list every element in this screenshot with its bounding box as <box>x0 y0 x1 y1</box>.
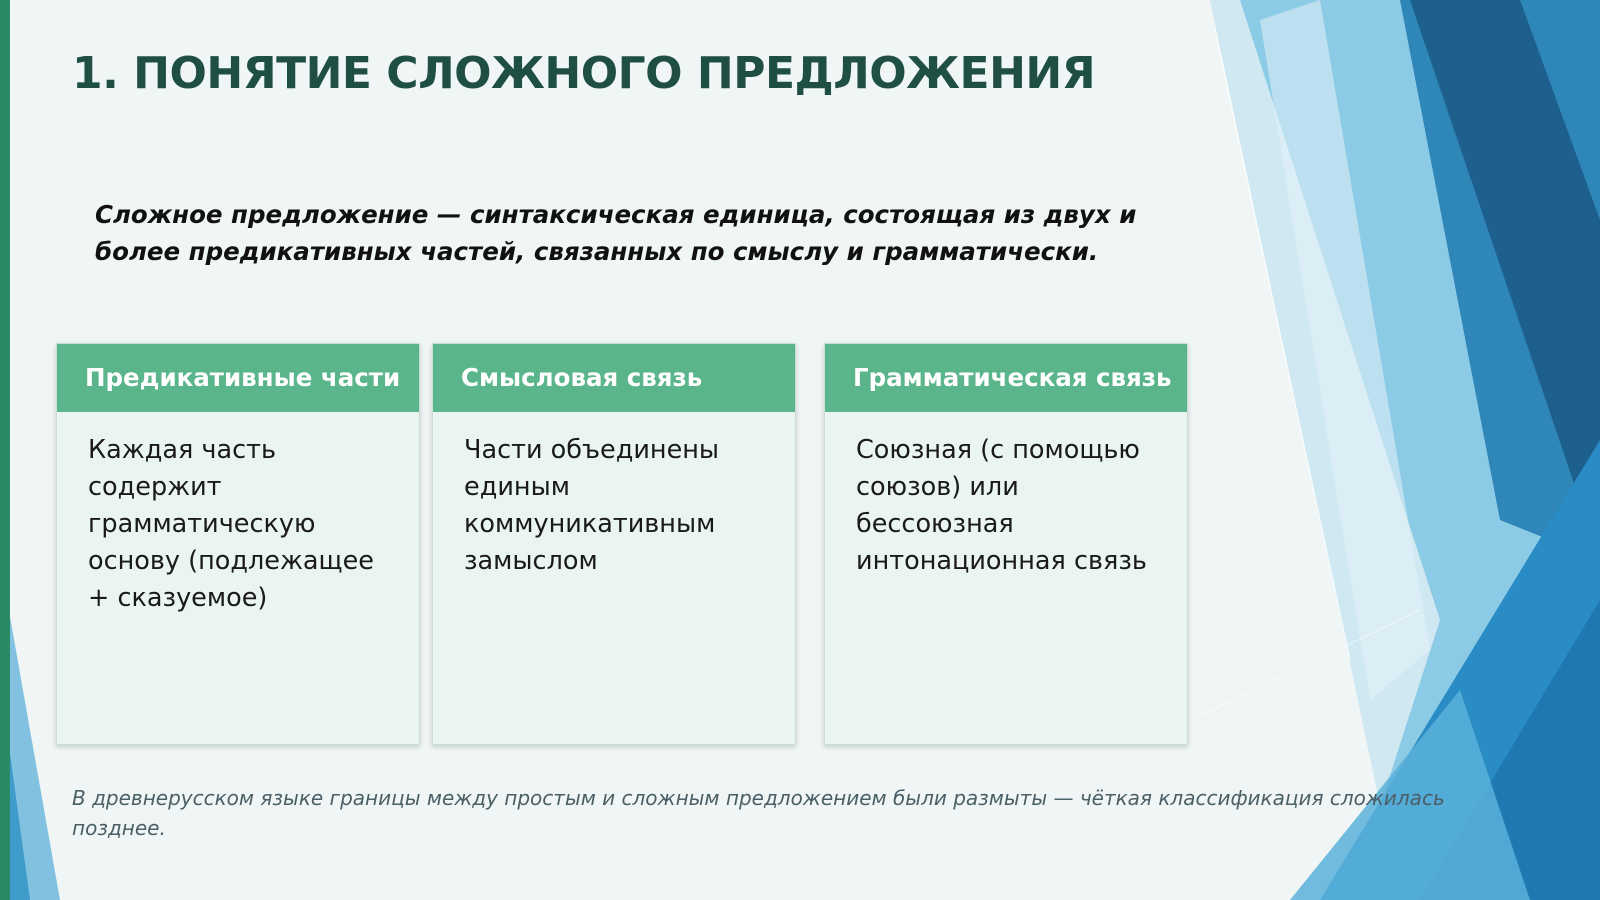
footnote-text: В древнерусском языке границы между простым и сложным предложением были размыты — чёткая классификация сложилась позднее. <box>72 786 1445 840</box>
card-heading: Грамматическая связь <box>825 344 1187 412</box>
card-heading: Предикативные части <box>57 344 419 412</box>
card-text: Союзная (с помощью союзов) или бессоюзная интонационная связь <box>856 435 1147 576</box>
slide-title: 1. ПОНЯТИЕ СЛОЖНОГО ПРЕДЛОЖЕНИЯ <box>72 48 1096 99</box>
definition-text: Сложное предложение — синтаксическая единица, состоящая из двух и более предикативных частей, связанных по смыслу и грамматически. <box>95 200 1137 266</box>
left-accent-bar <box>0 0 10 900</box>
card-semantic-link <box>432 343 796 745</box>
card-text: Каждая часть содержит грамматическую основу (подлежащее + сказуемое) <box>88 435 374 613</box>
card-grammatical-link <box>824 343 1188 745</box>
card-predicative-parts <box>56 343 420 745</box>
decorative-shapes-right <box>1200 0 1600 900</box>
card-text: Части объединены единым коммуникативным замыслом <box>464 435 720 576</box>
card-heading: Смысловая связь <box>433 344 795 412</box>
